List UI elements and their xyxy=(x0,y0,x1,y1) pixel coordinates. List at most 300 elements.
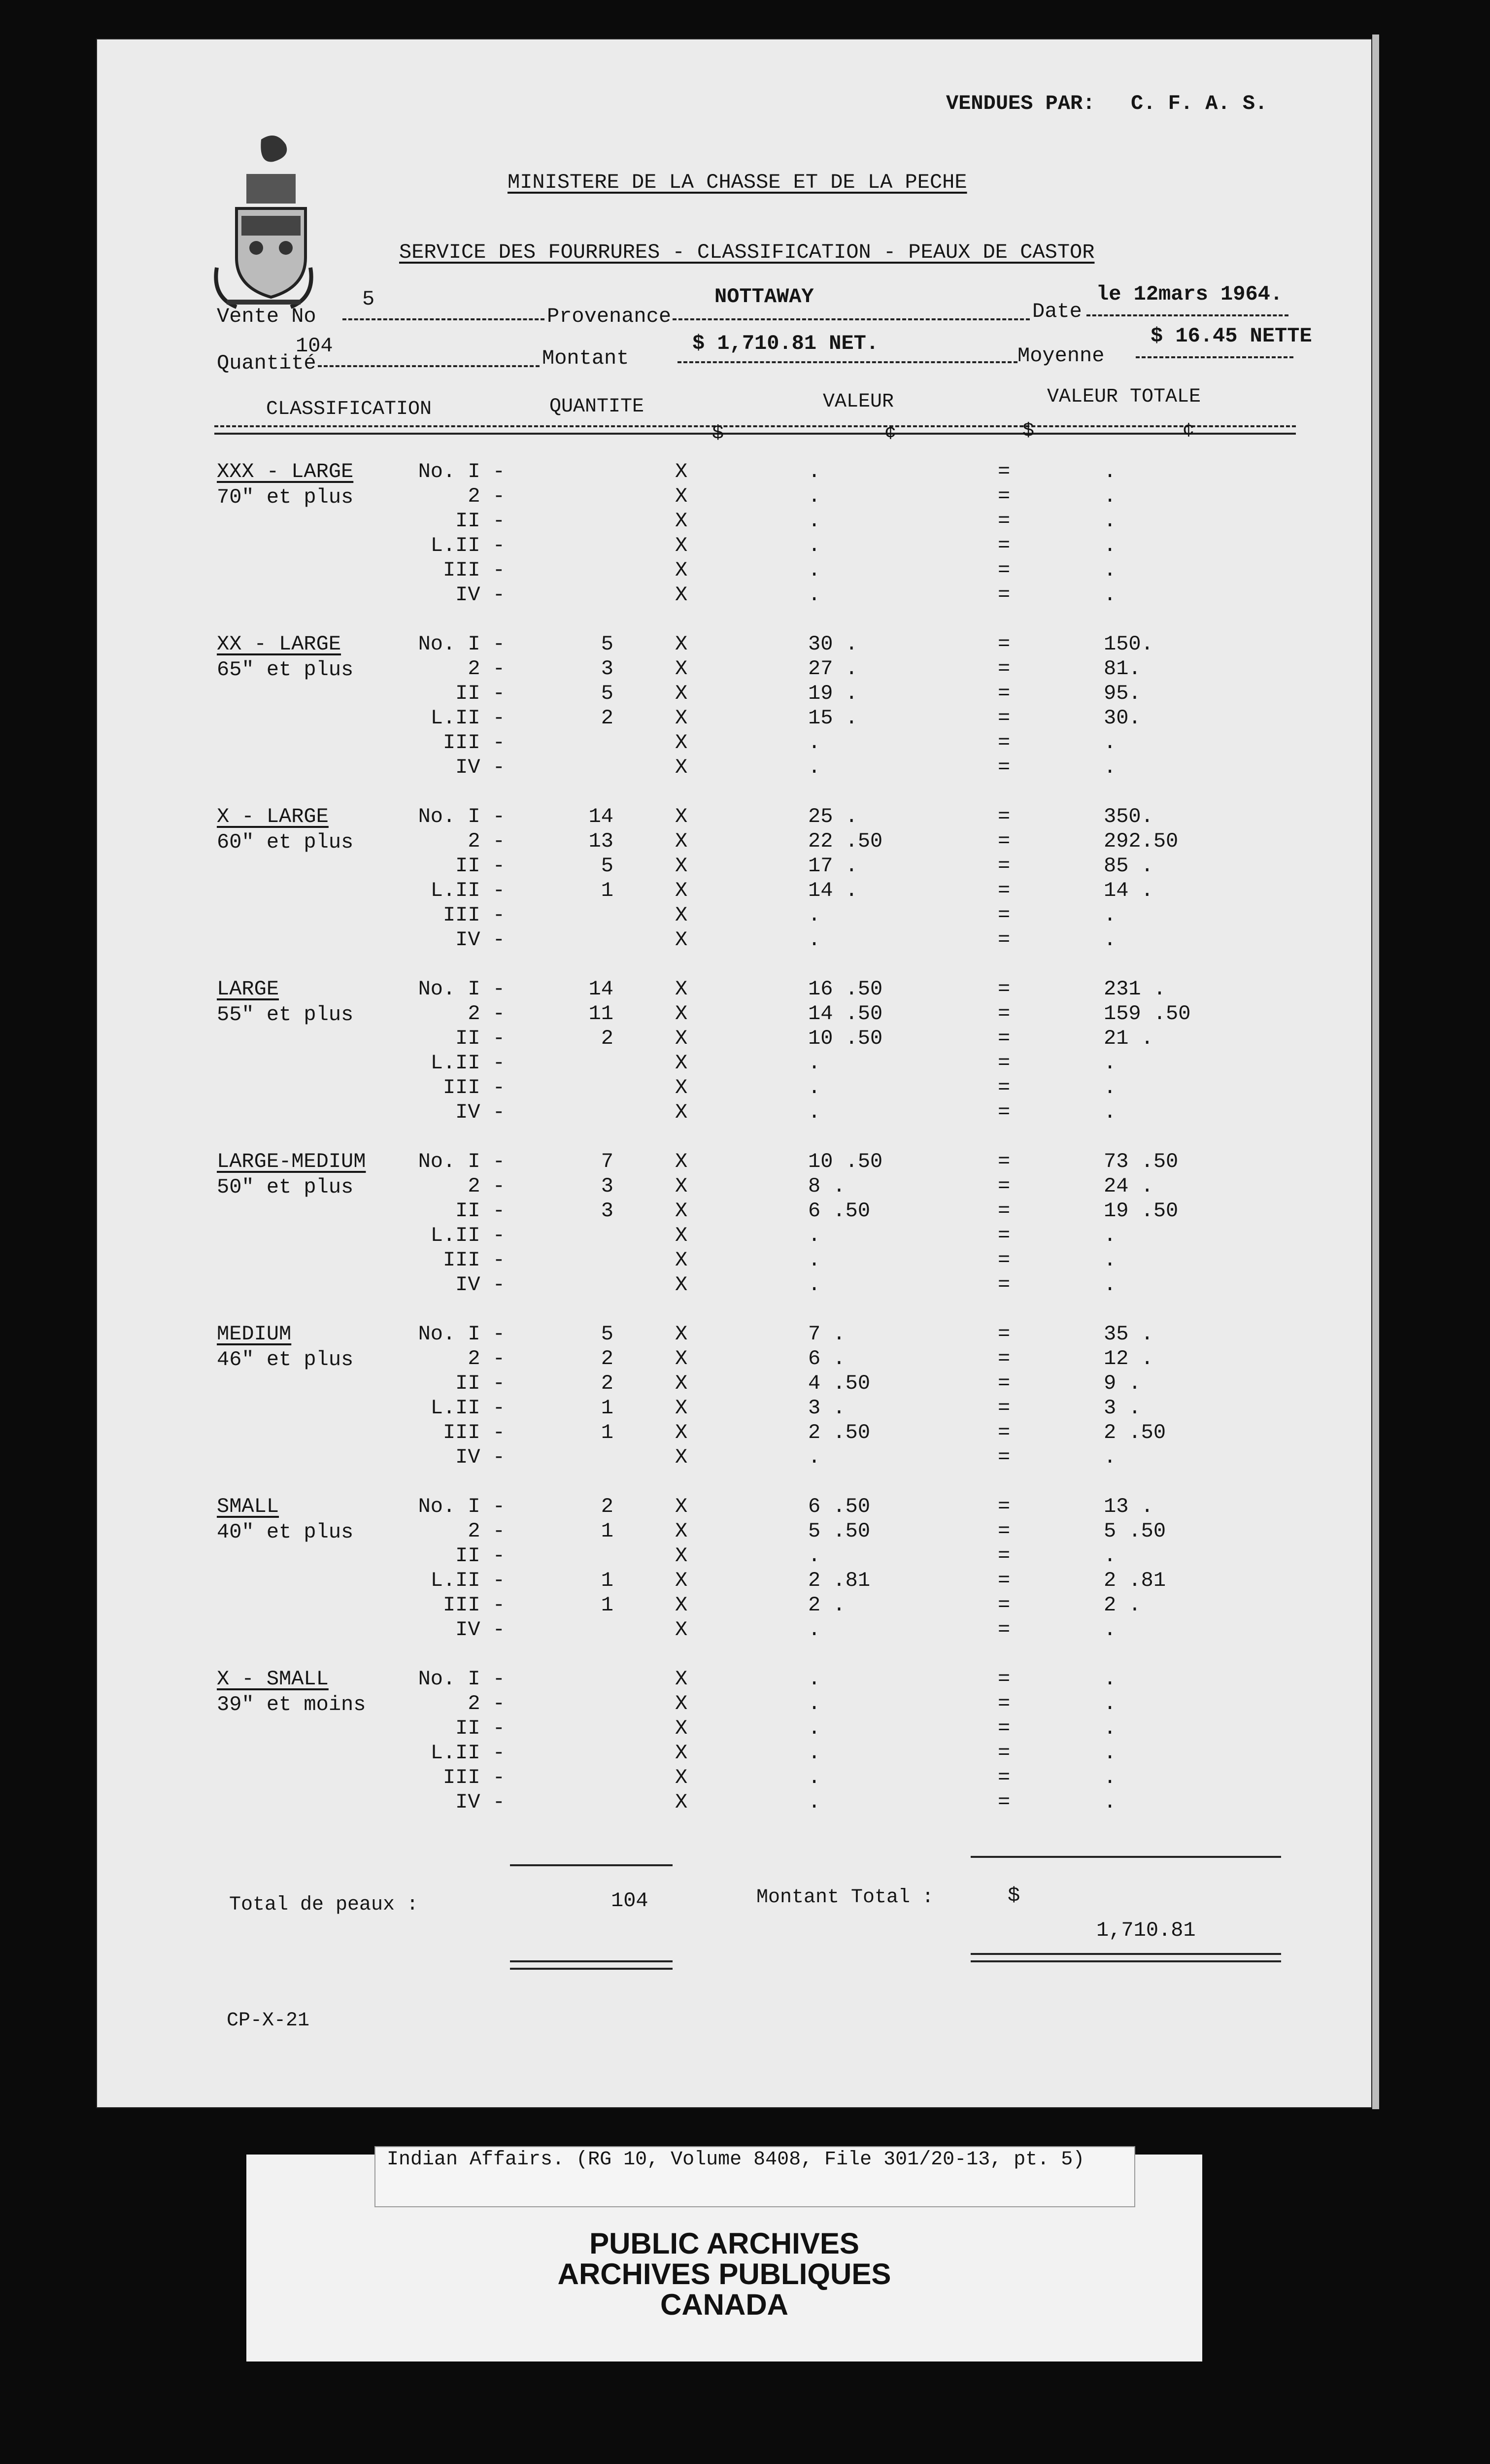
row-total: . xyxy=(1104,731,1117,754)
row-multiply: X xyxy=(675,1766,688,1789)
archive-line-3: CANADA xyxy=(660,2288,788,2321)
row-total: 73 .50 xyxy=(1104,1150,1179,1173)
row-grade: II - xyxy=(455,854,505,878)
row-multiply: X xyxy=(675,632,688,656)
row-grade: III - xyxy=(442,1766,505,1789)
row-total: 231 . xyxy=(1104,977,1166,1001)
row-grade: II - xyxy=(455,1027,505,1050)
row-grade: L.II - xyxy=(430,706,505,730)
row-equals: = xyxy=(998,1273,1011,1297)
row-grade: III - xyxy=(442,1593,505,1617)
row-grade: No. I - xyxy=(418,460,505,483)
group-name: X - LARGE xyxy=(217,805,329,828)
row-value: . xyxy=(808,484,821,508)
row-equals: = xyxy=(998,1248,1011,1272)
row-quantity: 7 xyxy=(601,1150,613,1173)
row-multiply: X xyxy=(675,879,688,902)
row-total: 35 . xyxy=(1104,1322,1153,1346)
row-multiply: X xyxy=(675,1741,688,1765)
row-value: . xyxy=(808,1692,821,1715)
row-total: 13 . xyxy=(1104,1495,1153,1518)
group-size: 40" et plus xyxy=(217,1520,354,1544)
ministry-title: MINISTERE DE LA CHASSE ET DE LA PECHE xyxy=(508,171,967,194)
row-total: . xyxy=(1104,534,1117,557)
row-total: . xyxy=(1104,1445,1117,1469)
row-multiply: X xyxy=(675,1273,688,1297)
total-amount-label: Montant Total : xyxy=(756,1886,934,1909)
row-quantity: 3 xyxy=(601,1199,613,1223)
row-equals: = xyxy=(998,1150,1011,1173)
row-equals: = xyxy=(998,1593,1011,1617)
group-name: XXX - LARGE xyxy=(217,460,354,483)
row-multiply: X xyxy=(675,534,688,557)
row-multiply: X xyxy=(675,1790,688,1814)
row-total: . xyxy=(1104,509,1117,533)
archive-line-1: PUBLIC ARCHIVES xyxy=(589,2227,859,2260)
row-multiply: X xyxy=(675,1371,688,1395)
row-grade: III - xyxy=(442,1076,505,1099)
row-quantity: 2 xyxy=(601,706,613,730)
row-value: 30 . xyxy=(808,632,858,656)
col-quantity: QUANTITE xyxy=(549,396,644,418)
row-total: . xyxy=(1104,1100,1117,1124)
row-value: . xyxy=(808,1248,821,1272)
row-equals: = xyxy=(998,1371,1011,1395)
row-value: 10 .50 xyxy=(808,1027,883,1050)
row-multiply: X xyxy=(675,928,688,952)
group-size: 50" et plus xyxy=(217,1175,354,1199)
row-value: . xyxy=(808,903,821,927)
total-skins-value: 104 xyxy=(611,1889,648,1913)
row-grade: No. I - xyxy=(418,1667,505,1691)
row-total: . xyxy=(1104,1766,1117,1789)
row-equals: = xyxy=(998,1076,1011,1099)
row-quantity: 14 xyxy=(588,977,613,1001)
row-quantity: 1 xyxy=(601,1396,613,1420)
group-size: 46" et plus xyxy=(217,1348,354,1371)
total-amount-currency: $ xyxy=(1008,1884,1020,1908)
row-value: . xyxy=(808,731,821,754)
group-name: LARGE-MEDIUM xyxy=(217,1150,366,1173)
row-equals: = xyxy=(998,977,1011,1001)
row-multiply: X xyxy=(675,755,688,779)
row-equals: = xyxy=(998,1741,1011,1765)
row-equals: = xyxy=(998,1569,1011,1592)
row-equals: = xyxy=(998,534,1011,557)
row-value: . xyxy=(808,1051,821,1075)
sale-no-label: Vente No xyxy=(217,305,316,328)
row-total: . xyxy=(1104,583,1117,607)
row-grade: IV - xyxy=(455,755,505,779)
row-quantity: 2 xyxy=(601,1371,613,1395)
row-value: 4 .50 xyxy=(808,1371,871,1395)
row-value: 5 .50 xyxy=(808,1519,871,1543)
row-value: 25 . xyxy=(808,805,858,828)
row-grade: 2 - xyxy=(468,1692,505,1715)
row-value: . xyxy=(808,755,821,779)
row-multiply: X xyxy=(675,805,688,828)
row-quantity: 5 xyxy=(601,682,613,705)
row-total: . xyxy=(1104,1224,1117,1247)
row-quantity: 3 xyxy=(601,1174,613,1198)
value-dollar-sign: $ xyxy=(712,423,724,445)
form-code: CP-X-21 xyxy=(227,2010,310,2032)
row-quantity: 1 xyxy=(601,1421,613,1444)
row-value: 15 . xyxy=(808,706,858,730)
row-value: 2 . xyxy=(808,1593,846,1617)
row-value: 14 . xyxy=(808,879,858,902)
row-value: . xyxy=(808,928,821,952)
row-multiply: X xyxy=(675,1667,688,1691)
row-quantity: 2 xyxy=(601,1495,613,1518)
row-equals: = xyxy=(998,1100,1011,1124)
total-amount-value: 1,710.81 xyxy=(1096,1918,1196,1942)
row-equals: = xyxy=(998,460,1011,483)
row-multiply: X xyxy=(675,460,688,483)
date-value: le 12mars 1964. xyxy=(1096,282,1283,306)
row-grade: 2 - xyxy=(468,1174,505,1198)
row-equals: = xyxy=(998,1519,1011,1543)
row-multiply: X xyxy=(675,558,688,582)
row-multiply: X xyxy=(675,1569,688,1592)
row-grade: L.II - xyxy=(430,1051,505,1075)
row-multiply: X xyxy=(675,1027,688,1050)
col-value: VALEUR xyxy=(823,391,894,413)
row-equals: = xyxy=(998,682,1011,705)
average-label: Moyenne xyxy=(1017,344,1105,368)
row-grade: L.II - xyxy=(430,1569,505,1592)
row-value: 19 . xyxy=(808,682,858,705)
row-equals: = xyxy=(998,1396,1011,1420)
group-size: 65" et plus xyxy=(217,658,354,682)
row-total: 150. xyxy=(1104,632,1153,656)
row-multiply: X xyxy=(675,706,688,730)
row-multiply: X xyxy=(675,1224,688,1247)
row-multiply: X xyxy=(675,1519,688,1543)
total-cent-sign: ¢ xyxy=(1183,420,1195,443)
row-total: . xyxy=(1104,460,1117,483)
row-value: 14 .50 xyxy=(808,1002,883,1026)
row-quantity: 1 xyxy=(601,879,613,902)
row-quantity: 1 xyxy=(601,1593,613,1617)
row-multiply: X xyxy=(675,484,688,508)
row-value: 8 . xyxy=(808,1174,846,1198)
row-equals: = xyxy=(998,1716,1011,1740)
amount-label: Montant xyxy=(542,346,629,370)
row-multiply: X xyxy=(675,1692,688,1715)
row-value: . xyxy=(808,1741,821,1765)
row-grade: No. I - xyxy=(418,1150,505,1173)
row-equals: = xyxy=(998,1421,1011,1444)
row-multiply: X xyxy=(675,583,688,607)
row-total: . xyxy=(1104,1716,1117,1740)
row-grade: No. I - xyxy=(418,632,505,656)
row-equals: = xyxy=(998,583,1011,607)
row-equals: = xyxy=(998,1445,1011,1469)
row-grade: IV - xyxy=(455,1273,505,1297)
row-equals: = xyxy=(998,1051,1011,1075)
row-value: . xyxy=(808,1667,821,1691)
row-grade: II - xyxy=(455,509,505,533)
row-total: . xyxy=(1104,1248,1117,1272)
group-size: 60" et plus xyxy=(217,830,354,854)
row-total: 159 .50 xyxy=(1104,1002,1191,1026)
row-total: . xyxy=(1104,1741,1117,1765)
row-total: 24 . xyxy=(1104,1174,1153,1198)
row-grade: II - xyxy=(455,1544,505,1568)
row-equals: = xyxy=(998,731,1011,754)
row-equals: = xyxy=(998,879,1011,902)
row-value: . xyxy=(808,1716,821,1740)
row-quantity: 11 xyxy=(588,1002,613,1026)
row-total: 350. xyxy=(1104,805,1153,828)
row-equals: = xyxy=(998,829,1011,853)
row-multiply: X xyxy=(675,1174,688,1198)
total-dollar-sign: $ xyxy=(1022,420,1035,443)
archive-line-2: ARCHIVES PUBLIQUES xyxy=(557,2258,891,2291)
row-quantity: 5 xyxy=(601,632,613,656)
amount-value: $ 1,710.81 NET. xyxy=(692,332,879,355)
row-quantity: 1 xyxy=(601,1519,613,1543)
row-grade: II - xyxy=(455,1716,505,1740)
row-quantity: 13 xyxy=(588,829,613,853)
row-value: . xyxy=(808,1100,821,1124)
group-name: MEDIUM xyxy=(217,1322,292,1346)
row-value: . xyxy=(808,583,821,607)
row-total: 2 . xyxy=(1104,1593,1141,1617)
row-equals: = xyxy=(998,1027,1011,1050)
row-equals: = xyxy=(998,1692,1011,1715)
group-size: 55" et plus xyxy=(217,1003,354,1027)
row-value: 3 . xyxy=(808,1396,846,1420)
row-grade: 2 - xyxy=(468,829,505,853)
row-value: 27 . xyxy=(808,657,858,681)
row-total: 2 .50 xyxy=(1104,1421,1166,1444)
row-grade: IV - xyxy=(455,583,505,607)
origin-value: NOTTAWAY xyxy=(714,285,814,308)
row-quantity: 5 xyxy=(601,1322,613,1346)
row-value: . xyxy=(808,534,821,557)
row-total: 21 . xyxy=(1104,1027,1153,1050)
group-name: X - SMALL xyxy=(217,1667,329,1691)
row-quantity: 2 xyxy=(601,1347,613,1370)
row-value: . xyxy=(808,509,821,533)
row-multiply: X xyxy=(675,1002,688,1026)
row-total: . xyxy=(1104,1692,1117,1715)
row-multiply: X xyxy=(675,1593,688,1617)
row-grade: III - xyxy=(442,1248,505,1272)
value-cent-sign: ¢ xyxy=(884,423,897,445)
row-multiply: X xyxy=(675,1495,688,1518)
row-multiply: X xyxy=(675,657,688,681)
row-total: 14 . xyxy=(1104,879,1153,902)
row-value: . xyxy=(808,558,821,582)
row-equals: = xyxy=(998,558,1011,582)
row-value: . xyxy=(808,1445,821,1469)
row-equals: = xyxy=(998,1347,1011,1370)
row-multiply: X xyxy=(675,829,688,853)
coat-of-arms-seal xyxy=(207,130,320,322)
row-equals: = xyxy=(998,1002,1011,1026)
row-quantity: 2 xyxy=(601,1027,613,1050)
row-value: 7 . xyxy=(808,1322,846,1346)
row-value: . xyxy=(808,1544,821,1568)
row-grade: L.II - xyxy=(430,534,505,557)
row-value: 22 .50 xyxy=(808,829,883,853)
row-grade: IV - xyxy=(455,1100,505,1124)
row-total: 85 . xyxy=(1104,854,1153,878)
row-equals: = xyxy=(998,509,1011,533)
row-quantity: 1 xyxy=(601,1569,613,1592)
row-multiply: X xyxy=(675,903,688,927)
row-value: . xyxy=(808,1766,821,1789)
row-grade: 2 - xyxy=(468,484,505,508)
row-multiply: X xyxy=(675,1322,688,1346)
row-value: 2 .50 xyxy=(808,1421,871,1444)
row-multiply: X xyxy=(675,509,688,533)
row-value: 17 . xyxy=(808,854,858,878)
row-total: . xyxy=(1104,755,1117,779)
row-grade: II - xyxy=(455,1199,505,1223)
row-total: 12 . xyxy=(1104,1347,1153,1370)
total-skins-label: Total de peaux : xyxy=(229,1894,419,1916)
row-grade: L.II - xyxy=(430,1396,505,1420)
row-total: 30. xyxy=(1104,706,1141,730)
row-grade: IV - xyxy=(455,1445,505,1469)
row-total: 19 .50 xyxy=(1104,1199,1179,1223)
quantity-label: Quantité xyxy=(217,351,316,375)
row-multiply: X xyxy=(675,1716,688,1740)
row-total: 81. xyxy=(1104,657,1141,681)
row-total: . xyxy=(1104,1544,1117,1568)
row-quantity: 3 xyxy=(601,657,613,681)
row-equals: = xyxy=(998,1199,1011,1223)
row-equals: = xyxy=(998,1224,1011,1247)
group-size: 70" et plus xyxy=(217,485,354,509)
row-equals: = xyxy=(998,805,1011,828)
row-grade: III - xyxy=(442,1421,505,1444)
row-grade: No. I - xyxy=(418,977,505,1001)
row-total: . xyxy=(1104,1790,1117,1814)
row-equals: = xyxy=(998,1544,1011,1568)
row-value: . xyxy=(808,1790,821,1814)
group-size: 39" et moins xyxy=(217,1693,366,1716)
row-multiply: X xyxy=(675,1396,688,1420)
row-multiply: X xyxy=(675,1421,688,1444)
row-multiply: X xyxy=(675,1248,688,1272)
row-value: 6 .50 xyxy=(808,1199,871,1223)
row-equals: = xyxy=(998,903,1011,927)
row-equals: = xyxy=(998,1766,1011,1789)
col-total-value: VALEUR TOTALE xyxy=(1047,386,1201,408)
row-value: 6 .50 xyxy=(808,1495,871,1518)
row-grade: 2 - xyxy=(468,1002,505,1026)
row-equals: = xyxy=(998,755,1011,779)
row-total: . xyxy=(1104,1076,1117,1099)
row-multiply: X xyxy=(675,1199,688,1223)
row-total: . xyxy=(1104,928,1117,952)
row-multiply: X xyxy=(675,1150,688,1173)
row-value: 10 .50 xyxy=(808,1150,883,1173)
row-total: 292.50 xyxy=(1104,829,1179,853)
row-multiply: X xyxy=(675,977,688,1001)
row-equals: = xyxy=(998,1790,1011,1814)
row-grade: III - xyxy=(442,731,505,754)
row-value: 6 . xyxy=(808,1347,846,1370)
row-grade: III - xyxy=(442,903,505,927)
average-value: $ 16.45 NETTE xyxy=(1151,324,1312,348)
row-equals: = xyxy=(998,1495,1011,1518)
row-value: 16 .50 xyxy=(808,977,883,1001)
row-value: 2 .81 xyxy=(808,1569,871,1592)
row-grade: II - xyxy=(455,1371,505,1395)
row-multiply: X xyxy=(675,1445,688,1469)
row-equals: = xyxy=(998,657,1011,681)
date-label: Date xyxy=(1032,300,1082,323)
row-grade: 2 - xyxy=(468,1347,505,1370)
row-total: . xyxy=(1104,1618,1117,1642)
group-name: SMALL xyxy=(217,1495,279,1518)
row-total: . xyxy=(1104,484,1117,508)
row-equals: = xyxy=(998,484,1011,508)
row-grade: No. I - xyxy=(418,805,505,828)
row-total: 2 .81 xyxy=(1104,1569,1166,1592)
row-grade: IV - xyxy=(455,1790,505,1814)
row-value: . xyxy=(808,1618,821,1642)
row-quantity: 14 xyxy=(588,805,613,828)
row-grade: No. I - xyxy=(418,1495,505,1518)
row-equals: = xyxy=(998,632,1011,656)
row-grade: 2 - xyxy=(468,657,505,681)
row-multiply: X xyxy=(675,1544,688,1568)
row-quantity: 5 xyxy=(601,854,613,878)
group-name: XX - LARGE xyxy=(217,632,341,656)
row-equals: = xyxy=(998,1174,1011,1198)
row-equals: = xyxy=(998,1322,1011,1346)
row-equals: = xyxy=(998,854,1011,878)
row-multiply: X xyxy=(675,1618,688,1642)
origin-label: Provenance xyxy=(547,305,672,328)
row-multiply: X xyxy=(675,731,688,754)
row-total: 95. xyxy=(1104,682,1141,705)
quantity-value: 104 xyxy=(296,334,333,358)
row-grade: III - xyxy=(442,558,505,582)
row-total: . xyxy=(1104,558,1117,582)
row-total: . xyxy=(1104,903,1117,927)
row-multiply: X xyxy=(675,854,688,878)
row-value: . xyxy=(808,1076,821,1099)
row-total: 5 .50 xyxy=(1104,1519,1166,1543)
row-total: . xyxy=(1104,1051,1117,1075)
row-total: . xyxy=(1104,1667,1117,1691)
row-grade: II - xyxy=(455,682,505,705)
row-total: 3 . xyxy=(1104,1396,1141,1420)
row-equals: = xyxy=(998,1667,1011,1691)
row-multiply: X xyxy=(675,1100,688,1124)
row-total: 9 . xyxy=(1104,1371,1141,1395)
sold-by-value: C. F. A. S. xyxy=(1131,92,1268,115)
sale-no-value: 5 xyxy=(362,287,375,311)
row-value: . xyxy=(808,460,821,483)
row-multiply: X xyxy=(675,1076,688,1099)
row-total: . xyxy=(1104,1273,1117,1297)
document-page xyxy=(96,38,1372,2108)
row-grade: L.II - xyxy=(430,879,505,902)
row-equals: = xyxy=(998,1618,1011,1642)
service-title: SERVICE DES FOURRURES - CLASSIFICATION - PEAUX DE CASTOR xyxy=(399,240,1095,264)
col-classification: CLASSIFICATION xyxy=(266,398,432,420)
row-grade: No. I - xyxy=(418,1322,505,1346)
